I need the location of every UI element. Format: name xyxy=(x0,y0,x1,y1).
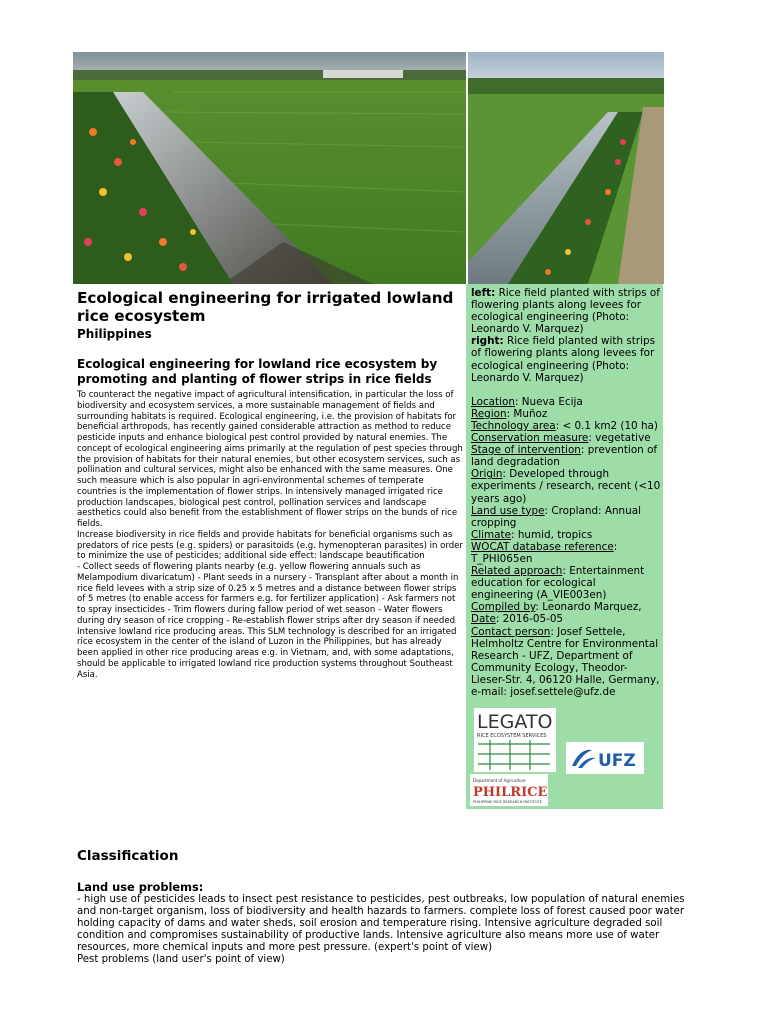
rice-field-right-photo xyxy=(468,52,664,284)
ufz-logo xyxy=(566,742,644,774)
fact-separator: : xyxy=(514,395,522,408)
page-subtitle: Ecological engineering for lowland rice ecosystem by promoting and planting of flower strips in rice fields xyxy=(77,357,438,386)
fact-label: Climate xyxy=(471,528,511,541)
fact-separator: : xyxy=(613,540,618,553)
fact-item xyxy=(471,408,661,420)
caption-right-label: right: xyxy=(471,335,504,348)
fact-label: Origin xyxy=(471,468,503,481)
fact-value: Cropland: Annual cropping xyxy=(471,504,641,529)
fact-label: Compiled by xyxy=(471,601,536,614)
fact-label: Related approach xyxy=(471,565,563,578)
fact-item xyxy=(471,468,661,504)
land-use-problems-heading: Land use problems: xyxy=(77,880,204,894)
legato-logo xyxy=(474,708,556,772)
fact-item xyxy=(471,444,661,468)
facts-list xyxy=(471,396,661,698)
caption-right-text: Rice field planted with strips of flowering plants along levees for ecological engineering (Photo: Leonardo V. Marquez) xyxy=(471,335,656,384)
fact-separator: : xyxy=(588,432,596,445)
fact-separator: : xyxy=(511,528,518,541)
svg-text:Department of Agriculture: Department of Agriculture xyxy=(473,778,526,783)
fact-item xyxy=(471,613,661,625)
fact-separator: : xyxy=(555,419,563,432)
fact-separator: : xyxy=(506,407,514,420)
description-paragraph: - Collect seeds of flowering plants nearby (e.g. yellow flowering annuals such as Melampodium divaricatum) - Plant seeds in a nursery - Transplant after about a month in rice field levees with a strip size of 0.25 x 5 metres and a distance between flower strips of 5 metres (to enable access for farmers e.g. for fertilizer application) - Ask farmers not to spray insecticides - Trim flowers during fallow period of wet season - Water flowers during dry season of rice cropping - Re-establish flower strips after dry season if needed xyxy=(77,562,459,626)
fact-value: Josef Settele, Helmholtz Centre for Environmental Research - UFZ, Department of Community Ecology, Theodor-Lieser-Str. 4, 06120 Halle, Germany, e-mail: josef.settele@ufz.de xyxy=(471,625,660,698)
fact-separator: : xyxy=(550,625,558,638)
fact-separator: : xyxy=(495,613,503,626)
fact-separator: : xyxy=(580,444,588,457)
description-paragraph: Increase biodiversity in rice fields and provide habitats for beneficial organisms such as predators of rice pests (e.g. spiders) or parasitoids (e.g. hymenopteran parasites) in order to minimize the use of pesticides; additional side effect: landscape beautification xyxy=(77,529,463,562)
svg-text:RICE ECOSYSTEM SERVICES: RICE ECOSYSTEM SERVICES xyxy=(477,733,547,739)
fact-value: Muñoz xyxy=(513,407,548,420)
fact-label: Date xyxy=(471,613,496,626)
fact-item xyxy=(471,541,661,565)
fact-value: Nueva Ecija xyxy=(521,395,583,408)
fact-item xyxy=(471,396,661,408)
fact-value: 2016-05-05 xyxy=(502,613,564,626)
fact-label: Land use type xyxy=(471,504,545,517)
page-title: Ecological engineering for irrigated lowland rice ecosystem xyxy=(77,289,454,325)
svg-text:LEGATO: LEGATO xyxy=(477,711,553,733)
fact-item xyxy=(471,529,661,541)
country-label: Philippines xyxy=(77,327,152,341)
caption-right xyxy=(471,335,661,383)
fact-item xyxy=(471,626,661,699)
sidebar-text xyxy=(471,287,661,698)
fact-value: vegetative xyxy=(595,432,651,445)
fact-value: Leonardo Marquez, xyxy=(542,601,642,614)
fact-label: Contact person xyxy=(471,625,551,638)
classification-section xyxy=(77,848,697,966)
fact-item xyxy=(471,565,661,601)
caption-left-text: Rice field planted with strips of flowering plants along levees for ecological engineering (Photo: Leonardo V. Marquez) xyxy=(471,287,660,336)
caption-left-label: left: xyxy=(471,287,496,299)
fact-label: WOCAT database reference xyxy=(471,540,614,553)
classification-heading: Classification xyxy=(77,848,179,864)
description-paragraph: Intensive lowland rice producing areas. This SLM technology is described for an irrigated rice ecosystem in the center of the island of Luzon in the Philippines, but has already been applied in other rice producing areas e.g. in Vietnam, and, with some adaptations, should be applicable to irrigated lowland rice production systems throughout Southeast Asia. xyxy=(77,626,457,680)
fact-item xyxy=(471,601,661,613)
fact-separator: : xyxy=(502,468,510,481)
fact-separator: : xyxy=(544,504,552,517)
svg-text:UFZ: UFZ xyxy=(598,751,636,771)
fact-item xyxy=(471,432,661,444)
fact-value: Developed through experiments / research, recent (<10 years ago) xyxy=(471,468,661,505)
main-header xyxy=(77,289,465,387)
fact-label: Technology area xyxy=(471,419,556,432)
rice-field-left-photo xyxy=(73,52,466,284)
fact-value: humid, tropics xyxy=(517,528,593,541)
svg-text:PHILIPPINE RICE RESEARCH INSTI: PHILIPPINE RICE RESEARCH INSTITUTE xyxy=(473,800,542,804)
fact-value: T_PHI065en xyxy=(471,552,533,565)
fact-item xyxy=(471,420,661,432)
fact-value: Entertainment education for ecological engineering (A_VIE003en) xyxy=(471,565,645,602)
partner-logos xyxy=(470,708,660,808)
description-text xyxy=(77,390,465,680)
svg-text:PHILRICE: PHILRICE xyxy=(473,785,548,800)
philrice-logo xyxy=(470,774,548,806)
fact-label: Stage of intervention xyxy=(471,444,581,457)
description-paragraph: To counteract the negative impact of agricultural intensification, in particular the loss of biodiversity and ecosystem services, a more sustainable management of fields and surrounding habitats is required. Ecological engineering, i.e. the provision of habitats for beneficial arthropods, has recently gained considerable attraction as method to reduce pesticide inputs and enhance biological pest control provided by natural enemies. The concept of ecological engineering aims primarily at the regulation of pest species through the provision of habitats for their natural enemies, but other ecosystem services, such as pollination and cultural services, might also be enhanced with the same measures. One such measure which is also popular in agri-environmental schemes of temperate countries is the implementation of flower strips. In intensively managed irrigated rice production landscapes, biological pest control, pollination services and landscape aesthetics could also benefit from the establishment of flower strips on the bunds of rice fields. xyxy=(77,390,463,529)
fact-value: prevention of land degradation xyxy=(471,444,658,469)
fact-separator: : xyxy=(535,601,543,614)
land-use-problems-text: - high use of pesticides leads to insect pest resistance to pesticides, pest outbreaks, low population of natural enemies and non-target organism, loss of biodiversity and health hazards to farmers. complete loss of forest caused poor water holding capacity of dams and water sheds, soil erosion and temperature rising. Intensive agriculture degraded soil condition and compromises sustainability of productive lands. Intensive agriculture also means more use of water resources, more chemical inputs and more pest pressure. (expert's point of view) xyxy=(77,894,685,953)
fact-item xyxy=(471,505,661,529)
fact-label: Conservation measure xyxy=(471,432,589,445)
header-photos xyxy=(73,52,664,284)
fact-value: < 0.1 km2 (10 ha) xyxy=(562,419,658,432)
fact-separator: : xyxy=(562,565,570,578)
land-use-problems-text-2: Pest problems (land user's point of view) xyxy=(77,954,285,965)
fact-label: Location xyxy=(471,395,515,408)
caption-left xyxy=(471,287,661,335)
fact-label: Region xyxy=(471,407,507,420)
